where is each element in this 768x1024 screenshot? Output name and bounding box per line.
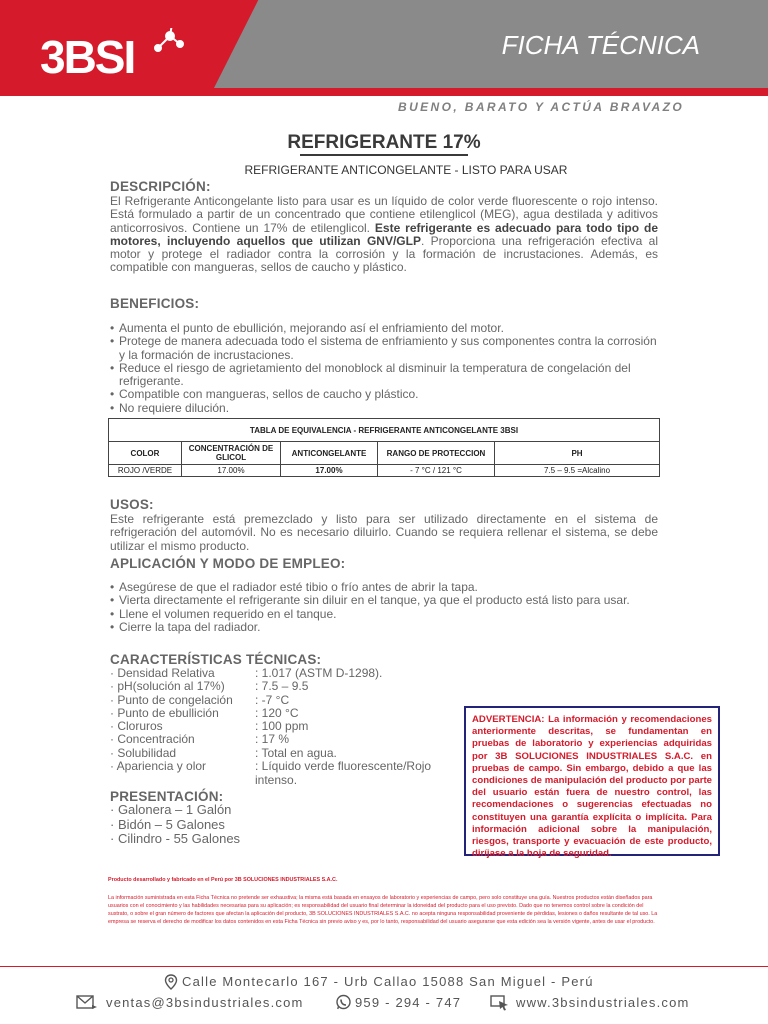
list-item: • Cierre la tapa del radiador.	[110, 621, 660, 634]
spec-label: · Apariencia y olor	[110, 759, 207, 773]
equivalence-table	[108, 418, 660, 477]
disclaimer-text: La información suministrada en esta Ficha Técnica no pretende ser exhaustiva; la misma está basada en ensayos de laboratorio y experiencias de campo, pero solo constituye una guía. Nuestros productos están diseñados para usuarios con el conocimiento y las habilidades necesarias para su aplicación; es responsabilidad del usuario final determinar la idoneidad del producto para el uso previsto. Dado que no tenemos control sobre la condición del sustrato, o sobre el gran número de factores que afectan la aplicación del producto, 3B SOLUCIONES INDUSTRIALES S.A.C. no acepta ninguna responsabilidad proveniente de pérdidas, lesiones o daños resultante de tal uso. La empresa se reserva el derecho de modificar los datos contenidos en esta Ficha Técnica sin previo aviso y es, por lo tanto, responsabilidad del usuario asegurarse que esta edición sea la versión vigente, antes de usar el producto.	[108, 895, 658, 925]
beneficios-list	[110, 322, 660, 415]
spec-label: · Solubilidad	[110, 746, 177, 760]
presentacion-heading: PRESENTACIÓN:	[110, 789, 224, 804]
spec-value: : 17 %	[255, 732, 290, 746]
table-header: RANGO DE PROTECCION	[378, 442, 495, 465]
warning-box: ADVERTENCIA: La información y recomendaciones anteriormente descritas, se fundamentan en pruebas de laboratorio y experiencias adquiridas por 3B SOLUCIONES INDUSTRIALES S.A.C. en pruebas de campo. Sin embargo, debido a que las condiciones de manipulación del producto por parte del usuario están fuera de nuestro control, las recomendaciones o sugerencias efectuadas no constituyen una garantía explícita o implícita. Para información adicional sobre la manipulación, riesgos, transporte y evacuación de este producto, diríjase a la hoja de seguridad.	[464, 706, 720, 856]
list-item: • Vierta directamente el refrigerante sin diluir en el tanque, ya que el producto está listo para usar.	[110, 594, 660, 607]
email-icon	[76, 995, 98, 1016]
spec-value: : 120 °C	[255, 706, 299, 720]
spec-value: : Líquido verde fluorescente/Rojo	[255, 759, 432, 773]
presentacion-item: · Cilindro - 55 Galones	[110, 831, 241, 846]
usos-text: Este refrigerante está premezclado y listo para ser utilizado directamente en el sistema de refrigeración del automóvil. No es necesario diluirlo. Cuando se requiera rellenar el sistema, se debe utilizar el mismo producto.	[110, 512, 658, 553]
table-header: COLOR	[109, 442, 182, 465]
table-cell: 7.5 – 9.5 =Alcalino	[495, 465, 660, 477]
table-header: ANTICONGELANTE	[281, 442, 378, 465]
spec-value: intenso.	[255, 773, 298, 787]
spec-label: · Densidad Relativa	[110, 666, 215, 680]
presentacion-item: · Bidón – 5 Galones	[110, 817, 225, 832]
title-underline	[300, 154, 468, 156]
table-header-row	[109, 442, 660, 465]
slogan: BUENO, BARATO Y ACTÚA BRAVAZO	[398, 100, 685, 114]
descripcion-text-part2: . Proporciona una refrigeración efectiva al motor y protege el radiador contra la corrosión y la formación de incrustaciones. Además, es compatible con mangueras, sellos de caucho y plástico.	[110, 233, 658, 275]
table-cell: - 7 °C / 121 °C	[378, 465, 495, 477]
list-item: • Reduce el riesgo de agrietamiento del monoblock al disminuir la temperatura de congelación del refrigerante.	[110, 362, 660, 389]
product-title: REFRIGERANTE 17%	[287, 132, 481, 153]
descripcion-text	[110, 195, 658, 275]
descripcion-text-bold: Este refrigerante es adecuado para todo tipo de motores, incluyendo aquellos que utilizan GNV/GLP	[110, 220, 658, 248]
descripcion-heading: DESCRIPCIÓN:	[110, 179, 211, 194]
spec-value: : 7.5 – 9.5	[255, 679, 309, 693]
spec-value: : 100 ppm	[255, 719, 309, 733]
location-pin-icon	[164, 974, 178, 995]
cursor-icon	[490, 995, 510, 1016]
footer-email[interactable]: ventas@3bsindustriales.com	[106, 995, 304, 1010]
list-item: • Asegúrese de que el radiador esté tibio o frío antes de abrir la tapa.	[110, 581, 660, 594]
presentacion-item: · Galonera – 1 Galón	[110, 802, 232, 817]
table-cell: ROJO /VERDE	[109, 465, 182, 477]
whatsapp-icon	[335, 994, 352, 1016]
beneficios-heading: BENEFICIOS:	[110, 296, 200, 311]
logo-text: 3BSI	[40, 31, 135, 83]
table-cell: 17.00%	[182, 465, 281, 477]
list-item: • Llene el volumen requerido en el tanque.	[110, 608, 660, 621]
spec-label: · pH(solución al 17%)	[110, 679, 225, 693]
table-title-row	[109, 419, 660, 442]
aplicacion-heading: APLICACIÓN Y MODO DE EMPLEO:	[110, 556, 346, 571]
table-header: PH	[495, 442, 660, 465]
caracteristicas-heading: CARACTERÍSTICAS TÉCNICAS:	[110, 652, 322, 667]
descripcion-text-part1: El Refrigerante Anticongelante listo para usar es un líquido de color verde fluorescente o rojo intenso. Está formulado a partir de un concentrado que contiene etilenglicol (MEG), agua destilada y aditivos anticorrosivos. Contiene un 17% de etilenglicol.	[110, 194, 658, 235]
table-row	[109, 465, 660, 477]
table-header: CONCENTRACIÓN DE GLICOL	[182, 442, 281, 465]
list-item: • Aumenta el punto de ebullición, mejorando así el enfriamiento del motor.	[110, 322, 660, 335]
list-item: • Compatible con mangueras, sellos de caucho y plástico.	[110, 388, 660, 401]
aplicacion-list	[110, 581, 660, 634]
spec-label: · Cloruros	[110, 719, 163, 733]
spec-label: · Punto de congelación	[110, 693, 233, 707]
table-cell: 17.00%	[281, 465, 378, 477]
product-subtitle: REFRIGERANTE ANTICONGELANTE - LISTO PARA USAR	[244, 163, 568, 177]
footer-address: Calle Montecarlo 167 - Urb Callao 15088 San Miguel - Perú	[182, 974, 594, 989]
usos-heading: USOS:	[110, 497, 154, 512]
footer-divider	[0, 966, 768, 967]
list-item: • No requiere dilución.	[110, 402, 660, 415]
origin-note: Producto desarrollado y fabricado en el Perú por 3B SOLUCIONES INDUSTRIALES S.A.C.	[108, 877, 338, 883]
spec-label: · Concentración	[110, 732, 195, 746]
list-item: • Protege de manera adecuada todo el sistema de enfriamiento y sus componentes contra la corrosión y la formación de incrustaciones.	[110, 335, 660, 362]
spec-value: : 1.017 (ASTM D-1298).	[255, 666, 383, 680]
spec-value: : -7 °C	[255, 693, 290, 707]
footer-phone[interactable]: 959 - 294 - 747	[355, 995, 462, 1010]
spec-value: : Total en agua.	[255, 746, 337, 760]
footer-website[interactable]: www.3bsindustriales.com	[516, 995, 690, 1010]
spec-label: · Punto de ebullición	[110, 706, 219, 720]
table-title: TABLA DE EQUIVALENCIA - REFRIGERANTE ANTICONGELANTE 3BSI	[109, 419, 660, 442]
document-type-title: FICHA TÉCNICA	[501, 30, 700, 60]
